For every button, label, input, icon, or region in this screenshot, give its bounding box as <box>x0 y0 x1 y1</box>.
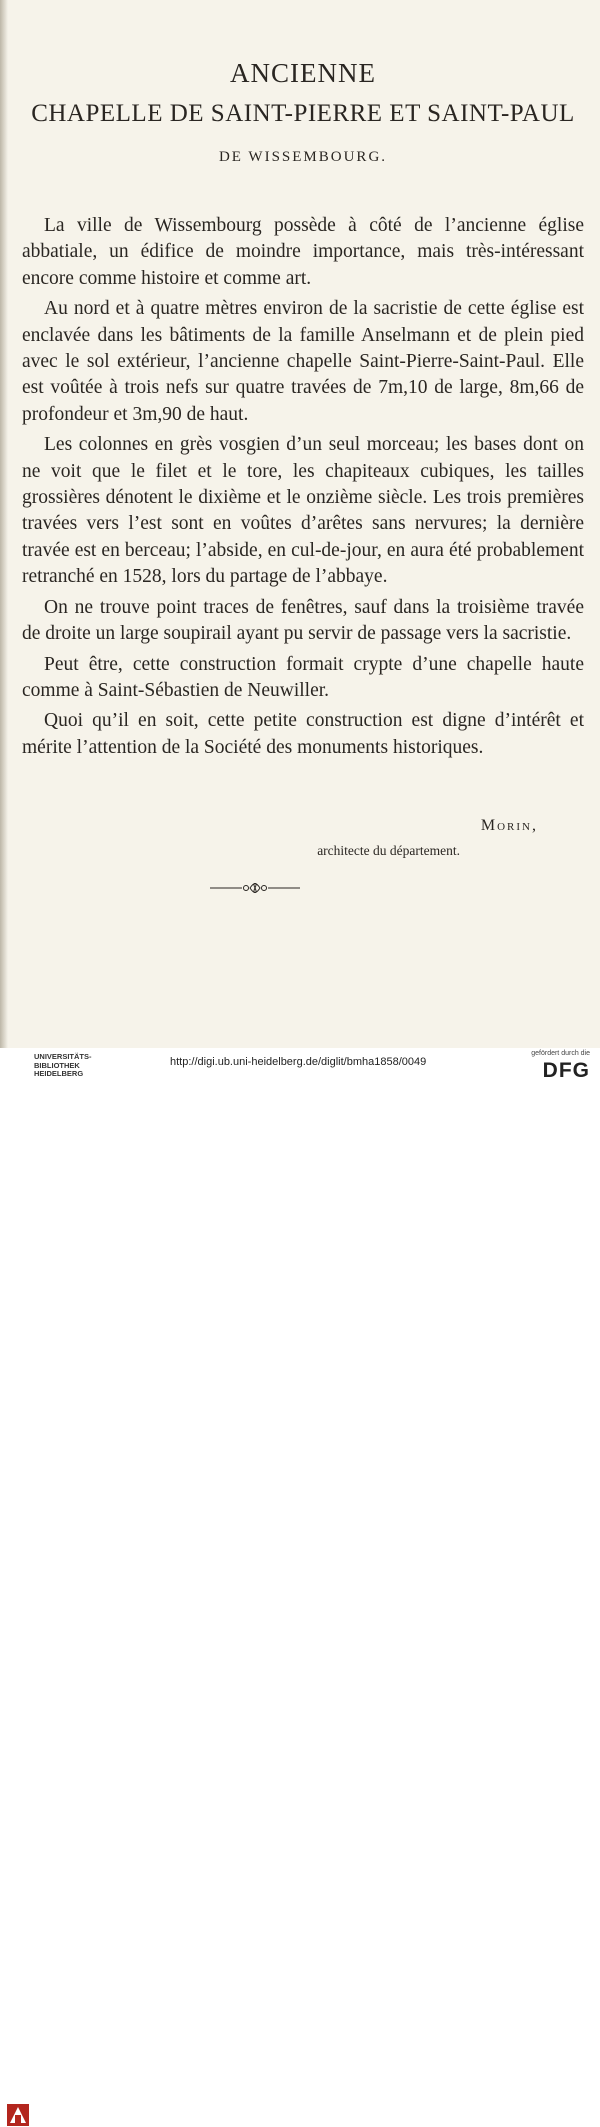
paragraph-5: Peut être, cette construction formait crypte d’une chapelle haute comme à Saint-Sébastien de Neuwiller. <box>22 653 584 701</box>
signature-role: architecte du département. <box>317 843 460 858</box>
library-name-line-3: HEIDELBERG <box>34 1069 84 1078</box>
paragraph-1: La ville de Wissembourg possède à côté de l’ancienne église abbatiale, un édifice de moindre importance, mais très-intéressant encore comme histoire et comme art. <box>22 215 584 289</box>
university-library-logo-icon <box>6 2103 30 2127</box>
title-line-3: DE WISSEMBOURG. <box>218 149 388 165</box>
dfg-logo: DFG <box>542 1059 590 1082</box>
page-edge-shadow <box>0 0 8 1048</box>
funded-by-label: gefördert durch die <box>531 1050 590 1057</box>
article-body <box>22 213 584 765</box>
ornament-divider-icon <box>210 880 300 896</box>
signature-name: Morin, <box>480 817 538 834</box>
library-name-line-2: BIBLIOTHEK <box>34 1060 80 1070</box>
paragraph-6: Quoi qu’il en soit, cette petite construction est digne d’intérêt et mérite l’attention de la Société des monuments historiques. <box>22 710 584 758</box>
paragraph-4: On ne trouve point traces de fenêtres, sauf dans la troisième travée de droite un large soupirail ayant pu servir de passage vers la sacristie. <box>22 596 584 645</box>
paragraph-2: Au nord et à quatre mètres environ de la sacristie de cette église est enclavée dans les bâtiments de la famille Anselmann et de plein pied avec le sol extérieur, l’ancienne chapelle Saint-Pierre-Saint-Paul. Elle est voûtée à trois nefs sur quatre travées de 7m,10 de large, 8m,66 de profondeur et 3m,90 de haut. <box>22 298 584 425</box>
library-name <box>34 1053 92 1079</box>
title-line-2: CHAPELLE DE SAINT-PIERRE ET SAINT-PAUL <box>31 100 575 127</box>
title-line-1: ANCIENNE <box>230 58 376 88</box>
scanned-page <box>0 0 600 1048</box>
source-url-link[interactable]: http://digi.ub.uni-heidelberg.de/diglit/bmha1858/0049 <box>170 1056 427 1068</box>
paragraph-3: Les colonnes en grès vosgien d’un seul morceau; les bases dont on ne voit que le filet et le tore, les chapiteaux cubiques, les tailles grossières dénotent le dixième et le onzième siècle. Les trois premières travées vers l’est sont en voûtes d’arêtes sans nervures; la dernière travée est en berceau; l’abside, en cul-de-jour, en aura été probablement retranché en 1528, lors du partage de l’abbaye. <box>22 434 584 588</box>
library-name-line-1: UNIVERSITÄTS- <box>34 1052 92 1061</box>
